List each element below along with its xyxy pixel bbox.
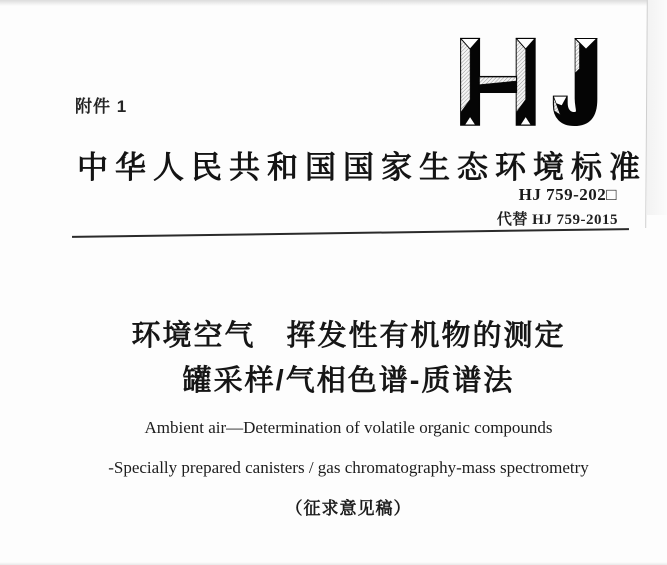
en-title-line2: -Specially prepared canisters / gas chromatography-mass spectrometry bbox=[108, 458, 589, 477]
cn-title-line2: 罐采样/气相色谱-质谱法 bbox=[182, 365, 515, 397]
attachment-label: 附件 1 bbox=[75, 97, 128, 116]
standard-number: HJ 759-202□ bbox=[518, 185, 617, 204]
org-title: 中华人民共和国国家生态环境标准 bbox=[77, 150, 647, 185]
en-title-line1: Ambient air—Determination of volatile organic compounds bbox=[144, 418, 553, 437]
title-block bbox=[29, 0, 667, 565]
cn-title-line1: 环境空气 挥发性有机物的测定 bbox=[131, 320, 566, 352]
draft-note: （征求意见稿） bbox=[285, 499, 412, 518]
replaces-label: 代替 HJ 759-2015 bbox=[496, 212, 618, 228]
